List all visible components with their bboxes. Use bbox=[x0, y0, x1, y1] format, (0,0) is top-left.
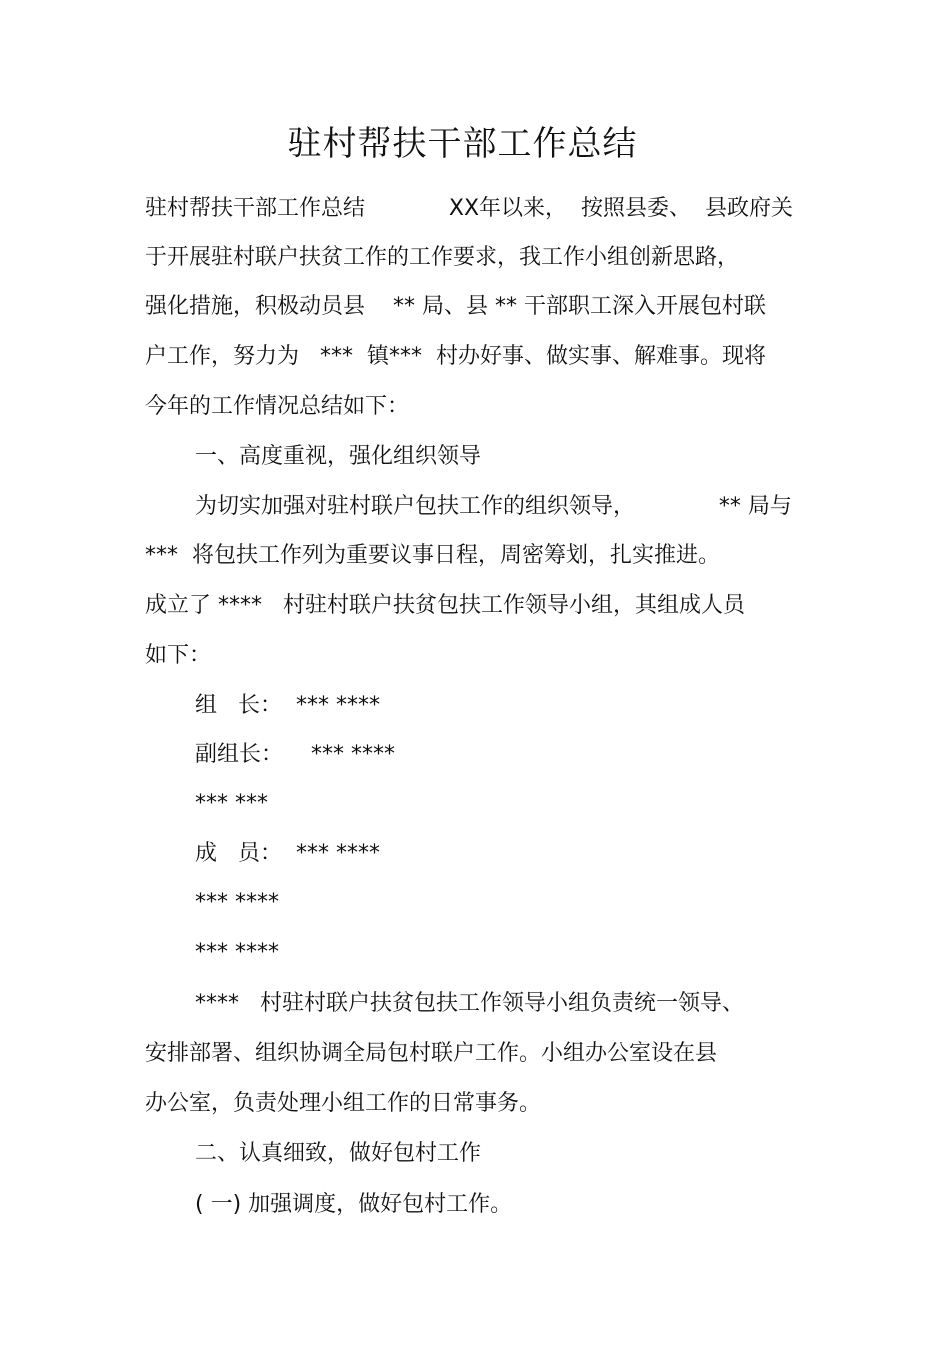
paragraph-line: **** 村驻村联户扶贫包扶工作领导小组负责统一领导、 bbox=[195, 991, 744, 1016]
section-heading: 二、认真细致，做好包村工作 bbox=[195, 1141, 482, 1166]
section-heading: 一、高度重视，强化组织领导 bbox=[195, 444, 482, 469]
member-line: *** *** bbox=[195, 791, 268, 816]
paragraph-line: 户工作，努力为 *** 镇*** 村办好事、做实事、解难事。现将 bbox=[145, 344, 766, 369]
paragraph-line: 强化措施，积极动员县 ** 局、县 ** 干部职工深入开展包村联 bbox=[145, 294, 766, 319]
paragraph-line: 如下： bbox=[145, 643, 212, 668]
subsection-heading: ( 一) 加强调度，做好包村工作。 bbox=[195, 1192, 513, 1217]
paragraph-line: 今年的工作情况总结如下： bbox=[145, 394, 410, 419]
document-title: 驻村帮扶干部工作总结 bbox=[287, 124, 638, 164]
paragraph-line: 驻村帮扶干部工作总结 XX年以来， 按照县委、 县政府关 bbox=[145, 196, 794, 221]
paragraph-line: 为切实加强对驻村联户包扶工作的组织领导， ** 局与 bbox=[195, 494, 792, 519]
paragraph-line: 成立了 **** 村驻村联户扶贫包扶工作领导小组，其组成人员 bbox=[145, 593, 745, 618]
member-line: *** **** bbox=[195, 890, 279, 915]
paragraph-line: 于开展驻村联户扶贫工作的工作要求，我工作小组创新思路， bbox=[145, 245, 740, 270]
paragraph-line: 办公室，负责处理小组工作的日常事务。 bbox=[145, 1091, 542, 1116]
member-line: 组 长： *** **** bbox=[195, 693, 380, 718]
member-line: *** **** bbox=[195, 940, 279, 965]
member-line: 副组长： *** **** bbox=[195, 742, 395, 767]
paragraph-line: *** 将包扶工作列为重要议事日程，周密筹划，扎实推进。 bbox=[145, 543, 720, 568]
paragraph-line: 安排部署、组织协调全局包村联户工作。小组办公室设在县 bbox=[145, 1041, 718, 1066]
member-line: 成 员： *** **** bbox=[195, 841, 380, 866]
